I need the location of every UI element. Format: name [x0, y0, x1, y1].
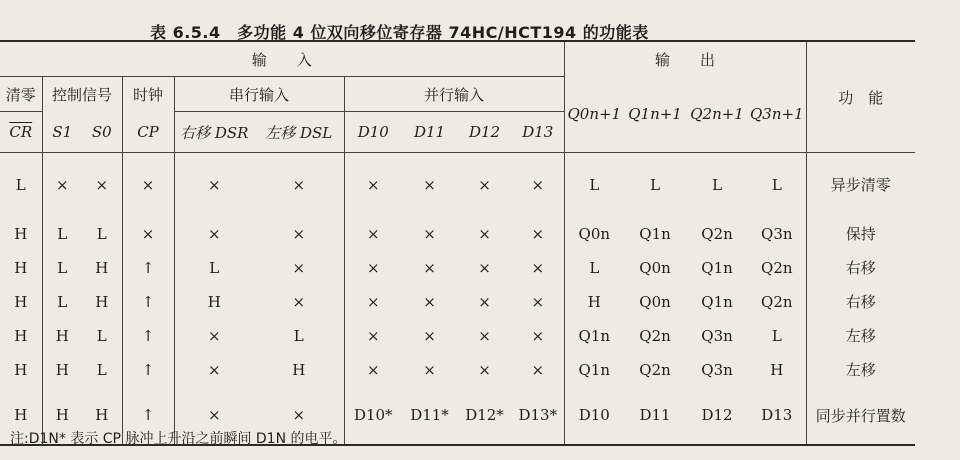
cell-q3: D13: [748, 387, 806, 445]
cell-cp: ↑: [122, 251, 174, 285]
cell-fn: 左移: [845, 327, 876, 345]
cell-d0: ×: [366, 360, 380, 379]
cell-d3: ×: [512, 353, 564, 387]
cell-q1: Q0n: [639, 258, 671, 277]
serial-header: 串行输入: [174, 77, 344, 112]
table-row: [0, 251, 915, 285]
cell-q0: Q0n: [578, 224, 611, 243]
cell-q2: Q1n: [701, 258, 733, 277]
clear-header: 清零: [0, 77, 42, 112]
table-row: [0, 153, 915, 217]
cell-d1: ×: [423, 175, 436, 194]
cell-dsr: L: [209, 258, 220, 277]
cell-d3: ×: [512, 251, 564, 285]
cell-cr: H: [0, 251, 42, 285]
cell-dsr: ×: [207, 224, 221, 243]
cell-d2: ×: [478, 175, 491, 194]
d3-header: D13: [512, 112, 564, 153]
cell-dsl: H: [254, 353, 344, 387]
cell-q3: H: [748, 353, 806, 387]
cell-dsl: ×: [254, 217, 344, 251]
cell-q1: D11: [639, 406, 671, 424]
cell-s1: L: [57, 224, 68, 243]
input-header: 输 入: [0, 41, 564, 77]
cell-q3: L: [748, 153, 806, 217]
cell-q0: Q1n: [578, 360, 611, 379]
cell-cp: ↑: [122, 285, 174, 319]
cell-cr: L: [0, 153, 42, 217]
d1-header: D11: [413, 123, 446, 141]
cell-d0: ×: [366, 326, 380, 345]
function-header: 功 能: [838, 88, 884, 107]
table-body: [0, 153, 915, 445]
cell-cr: H: [0, 285, 42, 319]
q0-header: Q0n+1: [567, 105, 622, 124]
cell-d2: ×: [478, 360, 491, 379]
header-row-2: [0, 77, 915, 112]
cell-q3: L: [748, 319, 806, 353]
cell-q3: Q2n: [748, 251, 806, 285]
cell-fn: 同步并行置数: [815, 406, 906, 425]
cell-s0: ×: [82, 153, 122, 217]
cell-d3: ×: [512, 153, 564, 217]
cell-s1: L: [57, 258, 68, 277]
cell-d3: ×: [512, 285, 564, 319]
cell-s1: H: [55, 360, 69, 379]
cell-d2: ×: [478, 224, 491, 243]
cell-q1: Q0n: [639, 292, 671, 311]
cell-fn: 保持: [845, 225, 876, 243]
cell-cp: ×: [122, 153, 174, 217]
cell-d1: D11*: [410, 406, 449, 424]
cell-cr: H: [0, 217, 42, 251]
cell-s1: L: [57, 292, 68, 311]
cell-s0: L: [82, 353, 122, 387]
cell-dsr: ×: [207, 175, 221, 194]
cell-cp: ↑: [122, 387, 174, 445]
cell-d0: ×: [366, 224, 380, 243]
cell-d3: D13*: [512, 387, 564, 445]
parallel-header: 并行输入: [344, 77, 564, 112]
cell-dsr: ×: [207, 360, 221, 379]
cell-q1: Q2n: [639, 360, 671, 379]
cell-s1: ×: [55, 175, 69, 194]
cell-dsr: ×: [207, 326, 221, 345]
cell-s0: H: [82, 387, 122, 445]
cell-dsl: ×: [254, 285, 344, 319]
cell-q0: L: [589, 258, 600, 277]
cell-s0: H: [82, 251, 122, 285]
cell-s1: H: [55, 326, 69, 345]
cell-q1: Q1n: [639, 224, 671, 243]
dsl-header: 左移 DSL: [254, 112, 344, 153]
cell-dsl: ×: [254, 153, 344, 217]
cell-d2: D12*: [465, 406, 504, 424]
cell-d3: ×: [512, 217, 564, 251]
clock-header: 时钟: [122, 77, 174, 112]
dsr-header: 右移 DSR: [180, 123, 249, 142]
cell-fn: 右移: [845, 293, 876, 311]
cell-d0: D10*: [353, 406, 393, 424]
cell-s0: H: [82, 285, 122, 319]
cell-q2: D12: [701, 406, 733, 424]
cell-d0: ×: [366, 292, 380, 311]
cell-d1: ×: [423, 326, 436, 345]
cell-dsr: H: [207, 292, 221, 311]
header-row-1: [0, 41, 915, 77]
table-row: [0, 353, 915, 387]
cell-s0: L: [82, 217, 122, 251]
cell-fn: 左移: [845, 361, 876, 379]
cell-cp: ↑: [122, 319, 174, 353]
cell-d2: ×: [478, 292, 491, 311]
function-table: [0, 40, 915, 446]
cell-q0: L: [589, 175, 600, 194]
cell-d0: ×: [366, 175, 380, 194]
cr-header: $\overline{CR}$: [0, 112, 42, 153]
q2-header: Q2n+1: [690, 105, 744, 124]
cell-q0: Q1n: [578, 326, 611, 345]
cell-fn: 右移: [845, 259, 876, 277]
cp-header: CP: [122, 112, 174, 153]
table-title: 表 6.5.4 多功能 4 位双向移位寄存器 74HC/HCT194 的功能表: [150, 23, 649, 42]
cell-dsl: ×: [254, 387, 344, 445]
cell-d3: ×: [512, 319, 564, 353]
cell-d2: ×: [478, 326, 491, 345]
table-note: 注:D1N* 表示 CP 脉冲上升沿之前瞬间 D1N 的电平。: [10, 431, 347, 447]
cell-q2: L: [712, 175, 723, 194]
cell-q3: Q3n: [748, 217, 806, 251]
cell-cr: H: [0, 319, 42, 353]
cell-s0: L: [82, 319, 122, 353]
cell-d1: ×: [423, 224, 436, 243]
cell-d1: ×: [423, 360, 436, 379]
s1-header: S1: [52, 122, 73, 141]
table-row: [0, 319, 915, 353]
cell-dsl: L: [254, 319, 344, 353]
cell-dsr: ×: [207, 406, 221, 424]
cell-dsl: ×: [254, 251, 344, 285]
d2-header: D12: [468, 123, 501, 141]
cell-cr: H: [0, 353, 42, 387]
control-header: 控制信号: [42, 77, 122, 112]
cell-d1: ×: [423, 292, 436, 311]
cell-cp: ×: [122, 217, 174, 251]
cell-q2: Q1n: [701, 292, 733, 311]
cell-q0: H: [587, 292, 601, 311]
cell-q2: Q2n: [701, 224, 733, 243]
cell-q2: Q3n: [701, 326, 733, 345]
table-row: [0, 285, 915, 319]
q3-header: Q3n+1: [748, 77, 806, 153]
cell-q1: L: [650, 175, 661, 194]
cell-q1: Q2n: [639, 326, 671, 345]
cell-fn: 异步清零: [830, 176, 891, 195]
cell-q2: Q3n: [701, 360, 733, 379]
q1-header: Q1n+1: [628, 105, 682, 124]
cell-d0: ×: [366, 258, 380, 277]
cell-cp: ↑: [122, 353, 174, 387]
d0-header: D10: [357, 123, 389, 141]
cell-q0: D10: [578, 406, 610, 424]
cell-d2: ×: [478, 258, 491, 277]
output-header: 输 出: [564, 41, 806, 77]
s0-header: S0: [82, 112, 122, 153]
cell-s1: H: [55, 406, 69, 424]
cell-q3: Q2n: [748, 285, 806, 319]
table-row: [0, 217, 915, 251]
cell-d1: ×: [423, 258, 436, 277]
cell-cr: H: [0, 387, 42, 445]
